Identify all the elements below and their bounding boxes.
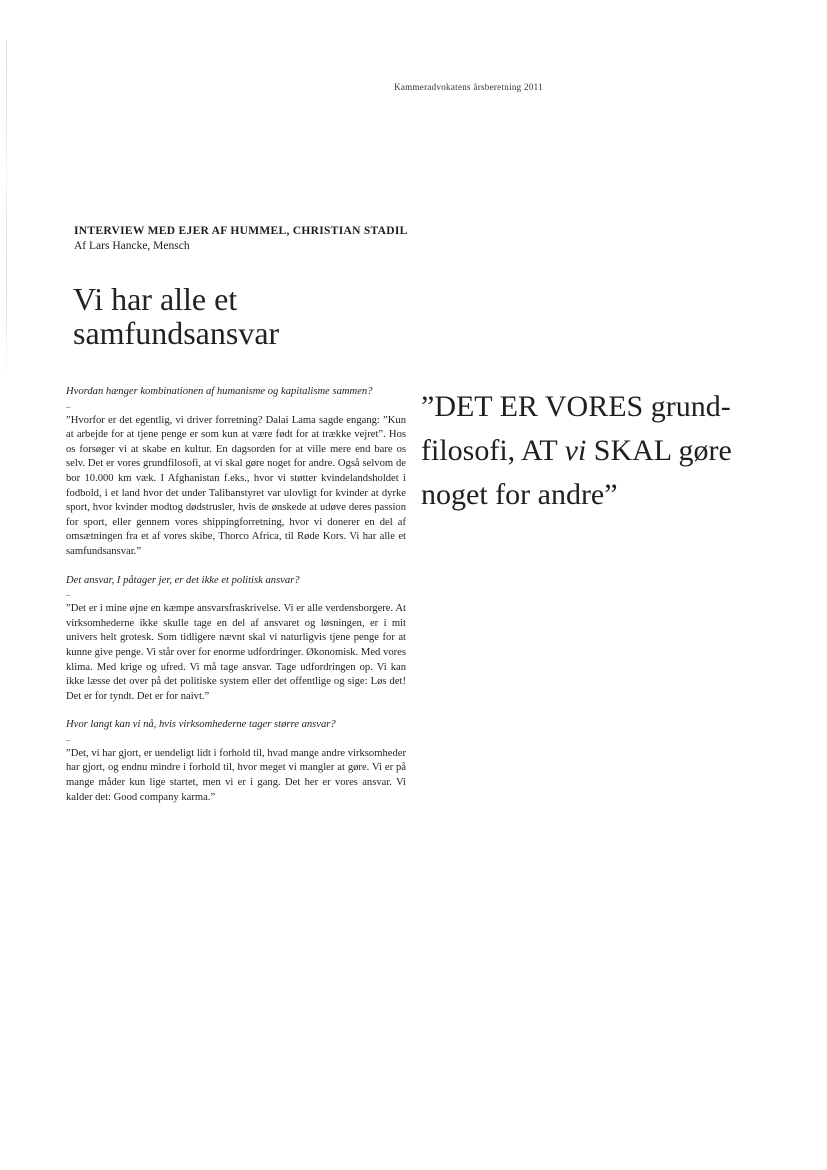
interview-answer: ”Det, vi har gjort, er uendeligt lidt i forhold til, hvad mange andre virksomheder har gjort, og endnu mindre i forhold til, hvor meget vi mangler at gøre. Vi er på mange måder kun lige startet, men vi er i gang. Det her er vores ansvar. Vi kalder det: Good company karma.”: [66, 747, 406, 803]
answer-dash: –: [66, 401, 71, 412]
interview-question: Hvordan hænger kombinationen af humanisme og kapitalisme sammen?: [66, 386, 373, 397]
answer-dash: –: [66, 590, 71, 601]
interview-body: [66, 385, 406, 819]
pull-quote-emphasis: vi: [564, 434, 587, 467]
pull-quote-part-1: ”DET ER VORES grund-filosofi, AT: [421, 390, 731, 467]
running-head: Kammeradvokatens årsberetning 2011: [394, 82, 543, 92]
interview-question: Hvor langt kan vi nå, hvis virksomhederne tager større ansvar?: [66, 719, 336, 731]
interview-question: Det ansvar, I påtager jer, er det ikke et politisk ansvar?: [66, 574, 300, 586]
qa-block: [66, 718, 406, 805]
interview-answer: ”Det er i mine øjne en kæmpe ansvarsfraskrivelse. Vi er alle verdensborgere. At virksomhederne ikke skulle tage en del af ansvaret og løsningen, er i mit univers helt grotesk. Som tidligere nævnt skal vi naturligvis tjene penge for at kunne give penge. Vi står over for enorme udfordringer. Økonomisk. Med vores klima. Med krige og ufred. Vi må tage ansvar. Tage udfordringen op. Vi kan ikke læsse det over på det politiske system eller det offentlige og sige: Løs det! Det er for tyndt. Det er for naivt.”: [66, 603, 406, 702]
article-kicker: INTERVIEW MED EJER AF HUMMEL, CHRISTIAN STADIL: [74, 225, 408, 237]
article-headline: Vi har alle et samfundsansvar: [73, 281, 280, 351]
answer-dash: –: [66, 734, 71, 745]
pull-quote-part-2: SKAL gøre noget for andre”: [421, 434, 732, 511]
interview-answer: ”Hvorfor er det egentlig, vi driver forretning? Dalai Lama sagde engang: ”Kun at arbejde for at tjene penge er som kun at være født for at trække vejret”. Hos os forsøger vi at skabe en kultur. En dagsorden for at ville mere end bare os selv. Det er vores grundfilosofi, at vi skal gøre noget for andre. Også selvom de bor 10.000 km væk. I Afghanistan f.eks., hvor vi støtter kvindelandsholdet i fodbold, i et land hvor det under Talibanstyret var ulovligt for kvinder at dyrke sport, hvor kvinder modtog dødstrusler, hvis de ønskede at udøve deres passion for sport, eller gennem vores shippingforretning, hvor vi donerer en del af omsætningen fra et af vores skibe, Thorco Africa, til Røde Kors. Vi har alle et samfundsansvar.”: [66, 414, 406, 557]
pull-quote: [421, 385, 771, 517]
article-byline: Af Lars Hancke, Mensch: [74, 240, 190, 252]
qa-block: [66, 574, 406, 705]
qa-block: [66, 385, 406, 560]
